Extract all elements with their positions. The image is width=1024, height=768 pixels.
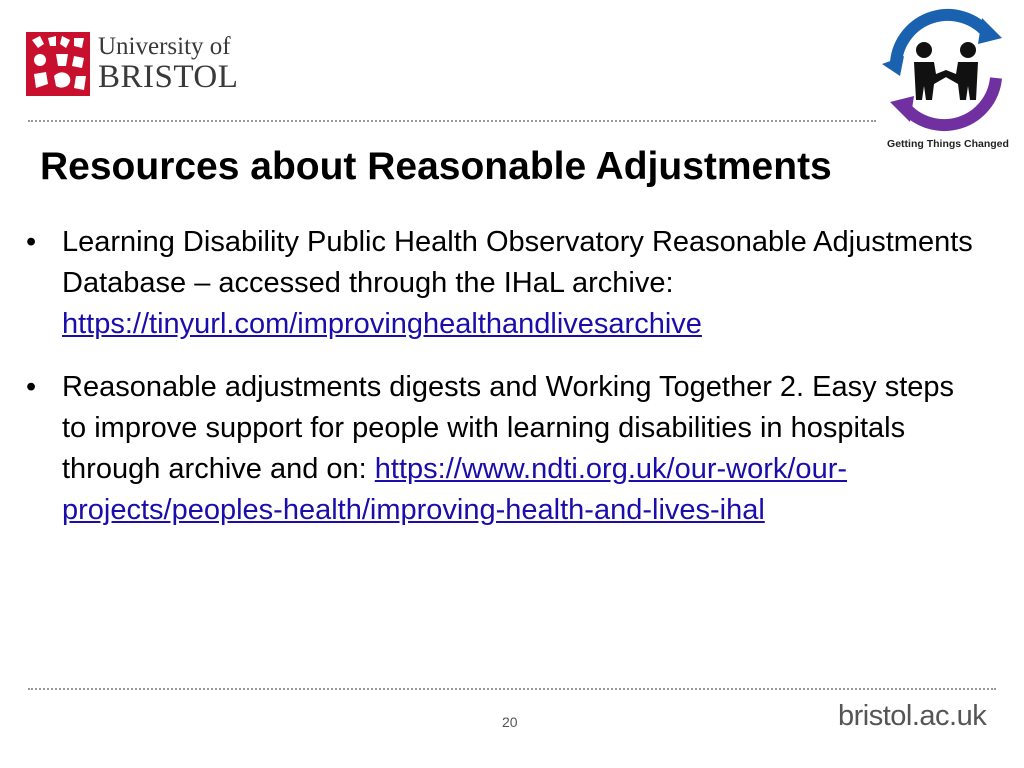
bullet-item-digests xyxy=(24,367,984,531)
ihal-archive-link[interactable]: https://tinyurl.com/improvinghealthandlivesarchive xyxy=(62,308,702,340)
bullet-text: Learning Disability Public Health Observatory Reasonable Adjustments Database – accessed through the IHaL archive: xyxy=(62,226,973,299)
partner-logo-caption: Getting Things Changed xyxy=(887,138,1009,150)
university-of-bristol-logo xyxy=(26,28,251,100)
bristol-crest-icon xyxy=(26,32,90,96)
footer-website: bristol.ac.uk xyxy=(838,700,987,732)
ndti-ihal-link[interactable]: https://www.ndti.org.uk/our-work/our-projects/peoples-health/improving-health-and-lives-ihal xyxy=(62,453,848,526)
university-wordmark xyxy=(98,34,238,94)
page-number: 20 xyxy=(502,714,518,730)
getting-things-changed-logo xyxy=(876,2,1020,152)
two-people-handshake-icon xyxy=(878,4,1014,136)
footer-divider xyxy=(28,688,996,690)
bullet-glyph: • xyxy=(26,371,37,403)
wordmark-line1: University of xyxy=(98,33,231,60)
wordmark-line2: BRISTOL xyxy=(98,59,239,95)
bullet-glyph: • xyxy=(26,226,37,258)
bullet-list xyxy=(24,222,984,553)
bullet-item-ldpho xyxy=(24,222,984,345)
bullet-text: Reasonable adjustments digests and Working Together 2. Easy steps to improve support for people with learning disabilities in hospitals through archive and on: xyxy=(62,371,955,485)
slide-title: Resources about Reasonable Adjustments xyxy=(40,145,832,188)
header-divider xyxy=(28,120,876,122)
